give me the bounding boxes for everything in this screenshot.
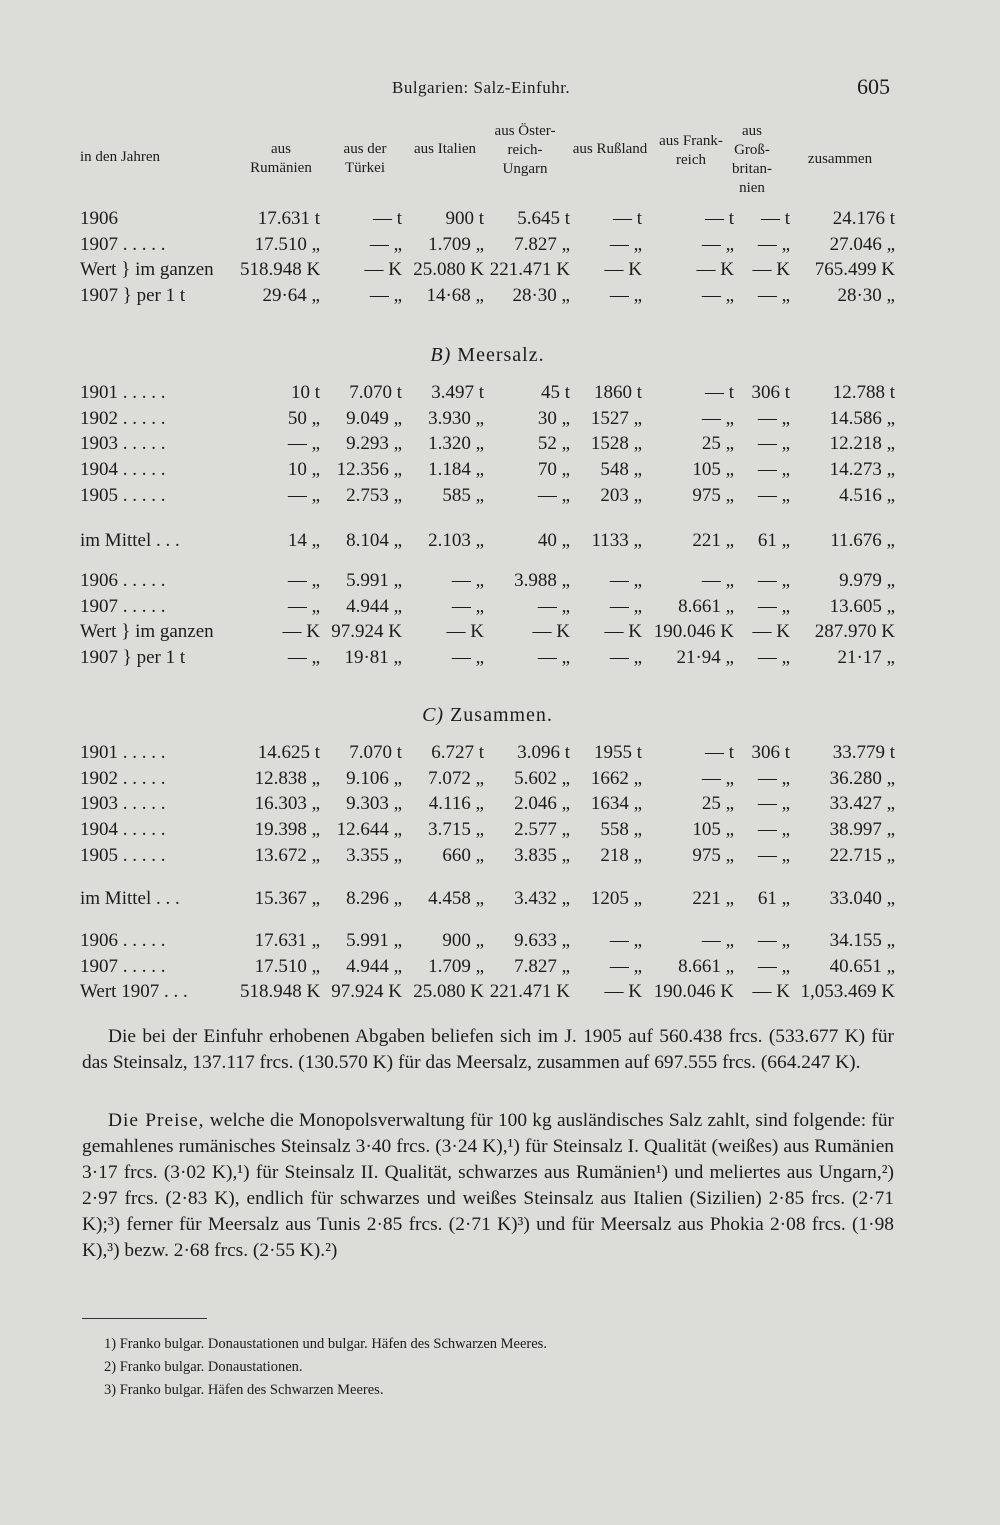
table-cell: — „ [537,485,570,507]
table-cell: — t [704,207,734,229]
table-cell: 3.988 „ [514,569,570,591]
table-row [80,980,895,1006]
table-cell: 10 „ [287,459,320,481]
paragraph-abgaben-text: Die bei der Einfuhr erhobenen Abgaben beliefen sich im J. 1905 auf 560.438 frcs. (533.677 K) für das Steinsalz, 137.117 frcs. (130.570 K) für das Meersalz, zusammen auf 697.555 frcs. (664.247 K). [82,1026,894,1073]
table-cell: 5.645 t [517,207,570,229]
table-row [80,483,895,509]
row-label: Wert 1907 . . . [80,981,188,1003]
row-label: 1907 . . . . . [80,233,166,255]
row-label: 1903 . . . . . [80,433,166,455]
table-cell: — „ [757,819,790,841]
table-cell: 660 „ [442,845,484,867]
table-cell: 7.070 t [349,381,402,403]
section-b-title: Meersalz. [457,344,545,366]
table-cell: 25.080 K [413,259,484,281]
table-cell: 21·17 „ [837,647,895,669]
table-cell: — K [532,621,570,643]
table-cell: 16.303 „ [254,793,320,815]
table-cell: — t [760,207,790,229]
table-cell: 19.398 „ [254,819,320,841]
table-cell: — K [604,259,642,281]
table-row [80,258,895,284]
table-cell: 4.516 „ [839,485,895,507]
row-label: 1904 . . . . . [80,819,166,841]
table-cell: — „ [287,569,320,591]
table-cell: — t [704,741,734,763]
table-cell: — „ [757,955,790,977]
table-cell: 1.709 „ [428,233,484,255]
table-cell: 8.296 „ [346,887,402,909]
table-cell: 5.602 „ [514,767,570,789]
table-cell: 9.303 „ [346,793,402,815]
table-cell: 10 t [290,381,320,403]
table-cell: 1634 „ [590,793,642,815]
table-row [80,206,895,232]
table-cell: 2.046 „ [514,793,570,815]
table-row [80,232,895,258]
table-cell: 61 „ [757,887,790,909]
footnote-2: 2) Franko bulgar. Donaustationen. [104,1359,303,1375]
table-cell: 8.661 „ [678,955,734,977]
table-cell: — „ [537,647,570,669]
table-row [80,406,895,432]
table-row [80,380,895,406]
row-label: 1904 . . . . . [80,459,166,481]
section-b-letter: B) [430,344,452,366]
table-cell: 4.944 „ [346,595,402,617]
table-cell: 28·30 „ [512,285,570,307]
row-label: 1906 . . . . . [80,569,166,591]
table-cell: 975 „ [692,485,734,507]
table-cell: 33.779 t [832,741,895,763]
table-cell: — „ [287,485,320,507]
table-cell: 27.046 „ [829,233,895,255]
table-cell: — K [752,259,790,281]
row-label: im Mittel . . . [80,529,180,551]
row-label: 1906 . . . . . [80,929,166,951]
table-cell: 13.672 „ [254,845,320,867]
footnote-3: 3) Franko bulgar. Häfen des Schwarzen Meeres. [104,1382,384,1398]
table-row [80,432,895,458]
table-cell: 12.218 „ [829,433,895,455]
table-cell: — „ [609,569,642,591]
table-cell: 218 „ [600,845,642,867]
table-cell: — „ [757,569,790,591]
table-cell: — K [604,981,642,1003]
table-cell: 14.625 t [257,741,320,763]
table-cell: 2.103 „ [428,529,484,551]
table-cell: — „ [609,285,642,307]
table-cell: 9.293 „ [346,433,402,455]
section-c-heading [80,704,895,727]
table-cell: 17.631 „ [254,929,320,951]
table-cell: 40.651 „ [829,955,895,977]
table-cell: 4.944 „ [346,955,402,977]
table-row [80,886,895,912]
footnote-rule [82,1318,207,1319]
table-cell: — „ [757,485,790,507]
footnote-1: 1) Franko bulgar. Donaustationen und bulgar. Häfen des Schwarzen Meeres. [104,1336,547,1352]
table-cell: — K [696,259,734,281]
table-row [80,954,895,980]
header-russland: aus Rußland [572,141,648,157]
table-cell: 3.497 t [431,381,484,403]
table-cell: 221.471 K [489,259,570,281]
table-cell: 30 „ [537,407,570,429]
page-number: 605 [857,74,890,99]
table-cell: — „ [609,955,642,977]
table-cell: 9.049 „ [346,407,402,429]
table-cell: 25 „ [701,793,734,815]
table-cell: 1528 „ [590,433,642,455]
table-cell: 45 t [540,381,570,403]
table-cell: 1133 „ [591,529,642,551]
table-cell: — K [604,621,642,643]
table-cell: 17.510 „ [254,955,320,977]
paragraph-abgaben [82,1024,894,1076]
row-label: 1906 [80,207,118,229]
table-cell: 33.427 „ [829,793,895,815]
table-cell: — t [704,381,734,403]
table-cell: 25.080 K [413,981,484,1003]
table-cell: 12.788 t [832,381,895,403]
running-title: Bulgarien: Salz-Einfuhr. [392,78,571,97]
table-cell: 548 „ [600,459,642,481]
table-cell: 3.355 „ [346,845,402,867]
table-cell: — „ [757,793,790,815]
paragraph-preise-lead: Die Preise, [108,1110,205,1131]
table-cell: 306 t [751,741,790,763]
header-italien: aus Italien [413,141,477,157]
table-cell: 11.676 „ [830,529,895,551]
table-cell: — „ [701,285,734,307]
row-label: 1907 . . . . . [80,955,166,977]
row-label: 1905 . . . . . [80,845,166,867]
table-cell: 1,053.469 K [800,981,895,1003]
table-cell: 1955 t [593,741,642,763]
table-cell: — „ [757,433,790,455]
table-cell: — „ [609,595,642,617]
table-cell: — „ [609,647,642,669]
row-label: 1901 . . . . . [80,741,166,763]
table-cell: 9.979 „ [839,569,895,591]
table-row [80,740,895,766]
table-row [80,792,895,818]
table-cell: — „ [369,285,402,307]
table-cell: 19·81 „ [344,647,402,669]
table-cell: 585 „ [442,485,484,507]
table-cell: 558 „ [600,819,642,841]
table-cell: 70 „ [537,459,570,481]
table-meersalz-1906-1907 [80,568,895,671]
table-cell: — K [752,981,790,1003]
section-b-heading [80,344,895,367]
table-cell: 105 „ [692,459,734,481]
table-cell: 14.586 „ [829,407,895,429]
table-cell: — „ [701,929,734,951]
row-label: 1902 . . . . . [80,767,166,789]
table-cell: 12.838 „ [254,767,320,789]
table-cell: 1.320 „ [428,433,484,455]
table-cell: 1.709 „ [428,955,484,977]
table-cell: 7.827 „ [514,233,570,255]
table-cell: 900 „ [442,929,484,951]
row-label: 1907 . . . . . [80,595,166,617]
table-cell: — „ [757,459,790,481]
table-meersalz-1901-1905 [80,380,895,509]
table-cell: 221.471 K [489,981,570,1003]
header-oesterreich: aus Öster- reich- Ungarn [494,123,556,177]
table-cell: 765.499 K [814,259,895,281]
table-cell: — „ [757,929,790,951]
table-cell: 9.633 „ [514,929,570,951]
table-zusammen-mittel [80,886,895,912]
table-cell: 22.715 „ [829,845,895,867]
row-label: 1901 . . . . . [80,381,166,403]
table-cell: 14 „ [287,529,320,551]
table-zusammen-1901-1905 [80,740,895,869]
table-cell: — „ [451,569,484,591]
table-cell: — K [446,621,484,643]
table-row [80,928,895,954]
section-c-letter: C) [422,704,445,726]
table-cell: — „ [757,845,790,867]
table-cell: 21·94 „ [676,647,734,669]
table-cell: 1860 t [593,381,642,403]
table-cell: 3.930 „ [428,407,484,429]
table-cell: — t [372,207,402,229]
table-cell: — „ [609,233,642,255]
table-row [80,568,895,594]
table-row [80,283,895,309]
table-cell: 7.827 „ [514,955,570,977]
table-cell: — „ [451,647,484,669]
table-row [80,645,895,671]
row-label: 1902 . . . . . [80,407,166,429]
table-cell: 24.176 t [832,207,895,229]
paragraph-preise [82,1108,894,1264]
table-cell: 287.970 K [814,621,895,643]
table-cell: — „ [757,285,790,307]
table-zusammen-1906-1907 [80,928,895,1005]
table-cell: 33.040 „ [829,887,895,909]
table-cell: 1662 „ [590,767,642,789]
table-cell: 12.356 „ [336,459,402,481]
table-cell: 2.577 „ [514,819,570,841]
table-cell: — „ [701,767,734,789]
table-cell: — K [282,621,320,643]
table-cell: 15.367 „ [254,887,320,909]
header-rumaenien: aus Rumänien [250,141,312,176]
table-cell: — K [752,621,790,643]
table-cell: 2.753 „ [346,485,402,507]
table-cell: 12.644 „ [336,819,402,841]
header-grossbritannien: aus Groß- britan- nien [732,123,772,196]
table-cell: — „ [369,233,402,255]
table-cell: 1205 „ [590,887,642,909]
table-cell: — „ [287,647,320,669]
table-cell: — „ [757,767,790,789]
table-cell: — „ [757,233,790,255]
row-label: im Mittel . . . [80,887,180,909]
table-cell: 4.116 „ [428,793,484,815]
table-row [80,817,895,843]
row-label: 1907 } per 1 t [80,285,186,307]
table-cell: 5.991 „ [346,569,402,591]
table-cell: 3.096 t [517,741,570,763]
table-cell: — „ [757,595,790,617]
table-cell: 34.155 „ [829,929,895,951]
table-cell: 17.510 „ [254,233,320,255]
table-cell: — „ [701,569,734,591]
table-cell: — „ [757,647,790,669]
table-cell: 7.072 „ [428,767,484,789]
section-c-title: Zusammen. [450,704,553,726]
table-cell: — „ [609,929,642,951]
table-cell: 8.104 „ [346,529,402,551]
table-cell: — „ [757,407,790,429]
table-cell: 28·30 „ [837,285,895,307]
table-row [80,457,895,483]
table-cell: 52 „ [537,433,570,455]
table-cell: 17.631 t [257,207,320,229]
paragraph-preise-body: welche die Monopolsverwaltung für 100 kg ausländisches Salz zahlt, sind folgende: für gemahlenes rumänisches Steinsalz 3·40 frcs. (3·24 K),¹) für Steinsalz I. Qualität (weißes) aus Rumänien 3·17 frcs. (3·02 K),¹) für Steinsalz II. Qualität, schwarzes aus Rumänien¹) und meliertes aus Ungarn,²) 2·97 frcs. (2·83 K), endlich für schwarzes und weißes Steinsalz aus Italien (Sizilien) 2·85 frcs. (2·71 K);³) ferner für Meersalz aus Tunis 2·85 frcs. (2·71 K)³) und für Meersalz aus Phokia 2·08 frcs. (1·98 K),³) bezw. 2·68 frcs. (2·55 K).²) [82,1110,894,1261]
row-label: 1905 . . . . . [80,485,166,507]
column-headers [80,120,890,206]
table-cell: 306 t [751,381,790,403]
table-row [80,528,895,554]
table-cell: 50 „ [287,407,320,429]
header-years: in den Jahren [80,149,160,165]
table-cell: 190.046 K [653,621,734,643]
table-cell: 221 „ [692,887,734,909]
table-steinsalz [80,206,895,309]
table-row [80,766,895,792]
table-row [80,594,895,620]
row-label: 1907 } per 1 t [80,647,186,669]
row-label: Wert } im ganzen [80,259,214,281]
table-cell: — K [364,259,402,281]
table-cell: 14.273 „ [829,459,895,481]
table-cell: 13.605 „ [829,595,895,617]
header-tuerkei: aus der Türkei [343,141,387,176]
table-cell: 5.991 „ [346,929,402,951]
table-cell: — t [612,207,642,229]
table-cell: 4.458 „ [428,887,484,909]
table-cell: 975 „ [692,845,734,867]
table-cell: 97.924 K [331,621,402,643]
table-cell: 6.727 t [431,741,484,763]
table-cell: 221 „ [692,529,734,551]
table-cell: 105 „ [692,819,734,841]
table-cell: 3.835 „ [514,845,570,867]
table-cell: 518.948 K [240,259,320,281]
table-cell: 9.106 „ [346,767,402,789]
table-cell: 203 „ [600,485,642,507]
table-meersalz-mittel [80,528,895,554]
table-cell: 29·64 „ [262,285,320,307]
header-frankreich: aus Frank- reich [659,133,723,168]
table-row [80,843,895,869]
row-label: Wert } im ganzen [80,621,214,643]
table-cell: 61 „ [757,529,790,551]
table-cell: — „ [701,233,734,255]
row-label: 1903 . . . . . [80,793,166,815]
table-cell: 1.184 „ [428,459,484,481]
table-cell: — „ [537,595,570,617]
table-cell: — „ [287,433,320,455]
table-cell: 97.924 K [331,981,402,1003]
paragraph-preise-text [82,1108,894,1264]
table-cell: 14·68 „ [426,285,484,307]
table-cell: 40 „ [537,529,570,551]
table-cell: 38.997 „ [829,819,895,841]
table-cell: — „ [451,595,484,617]
table-cell: 36.280 „ [829,767,895,789]
table-cell: 8.661 „ [678,595,734,617]
table-cell: 900 t [445,207,484,229]
table-cell: 1527 „ [590,407,642,429]
header-zusammen: zusammen [807,151,873,167]
table-cell: 518.948 K [240,981,320,1003]
table-cell: 25 „ [701,433,734,455]
table-cell: 190.046 K [653,981,734,1003]
table-row [80,620,895,646]
table-cell: 3.715 „ [428,819,484,841]
table-cell: — „ [701,407,734,429]
table-cell: 7.070 t [349,741,402,763]
table-cell: — „ [287,595,320,617]
running-head [80,74,890,104]
table-cell: 3.432 „ [514,887,570,909]
